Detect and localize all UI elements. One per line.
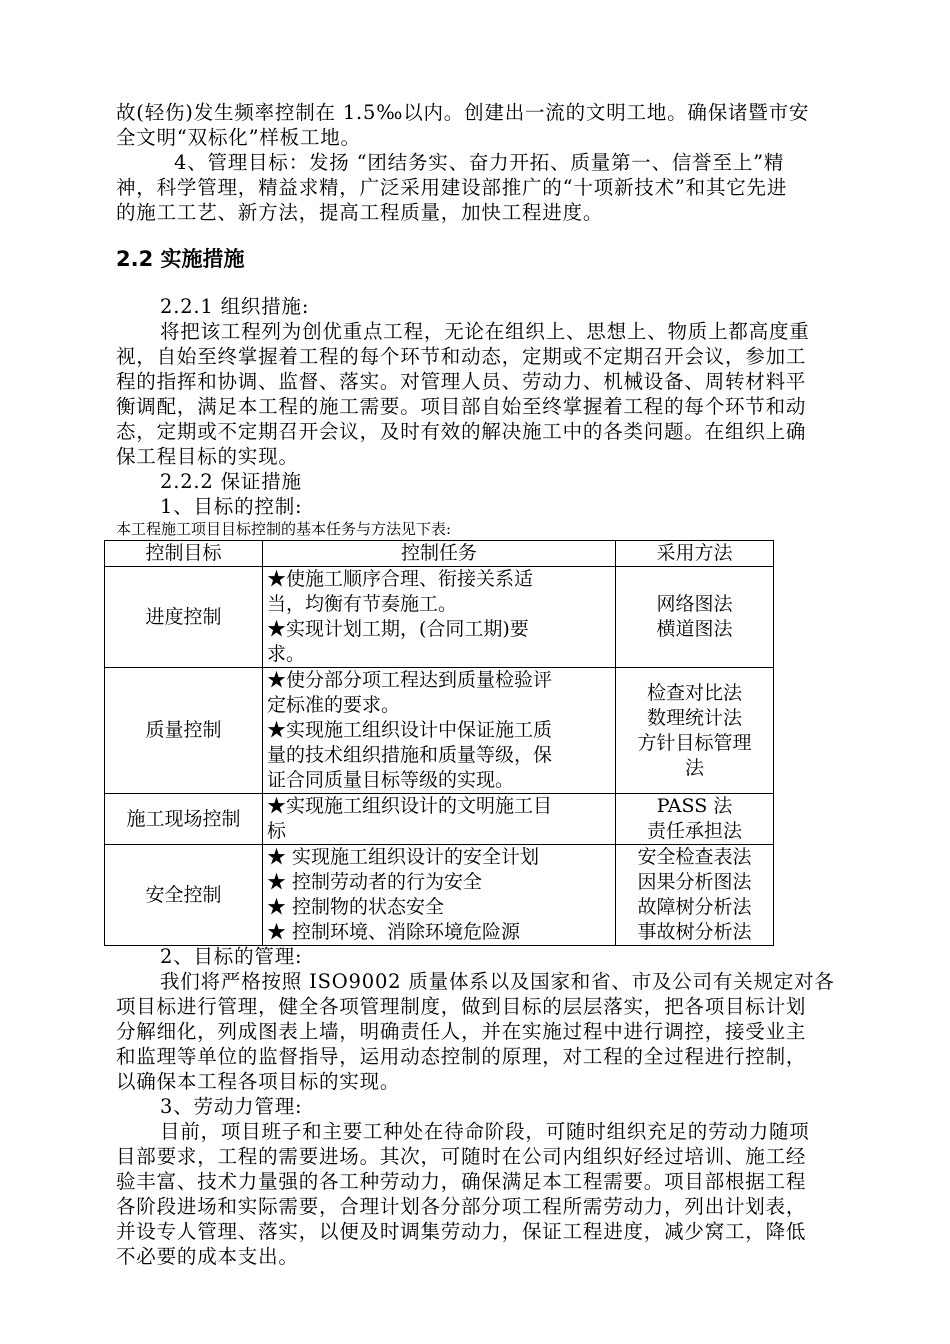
method-line: 网络图法 (656, 593, 733, 615)
table-header-cell: 控制任务 (262, 541, 615, 567)
methods-cell (616, 794, 774, 845)
method-line: 检查对比法 (647, 681, 743, 704)
task-line: 标 (266, 820, 286, 842)
tasks-cell (262, 567, 615, 668)
paragraph-line: 程的指挥和协调、监督、落实。对管理人员、劳动力、机械设备、周转材料平 (116, 370, 807, 393)
tasks-cell (262, 845, 615, 946)
method-line: 横道图法 (656, 618, 733, 640)
method-line: 责任承担法 (647, 820, 743, 842)
section-heading: 2.2 实施措施 (116, 247, 245, 271)
paragraph-line: 各阶段进场和实际需要，合理计划各分部分项工程所需劳动力，列出计划表， (116, 1195, 807, 1218)
paragraph-line: 将把该工程列为创优重点工程，无论在组织上、思想上、物质上都高度重 (160, 320, 810, 343)
task-line: 定标准的要求。 (266, 694, 400, 716)
method-line: 安全检查表法 (637, 846, 752, 868)
method-line: 方针目标管理 (637, 731, 752, 754)
paragraph-line: 神，科学管理，精益求精，广泛采用建设部推广的“十项新技术”和其它先进 (116, 176, 788, 199)
method-line: 数理统计法 (647, 706, 743, 729)
task-line: 证合同质量目标等级的实现。 (266, 769, 514, 791)
table-row (105, 668, 774, 794)
paragraph-line: 视，自始至终掌握着工程的每个环节和动态，定期或不定期召开会议，参加工 (116, 345, 807, 368)
table-row (105, 845, 774, 946)
table-header-cell: 采用方法 (616, 541, 774, 567)
target-cell: 施工现场控制 (105, 794, 263, 845)
method-line: 事故树分析法 (637, 921, 752, 943)
target-cell: 安全控制 (105, 845, 263, 946)
task-line: ★ 控制劳动者的行为安全 (266, 871, 482, 893)
table-caption: 本工程施工项目目标控制的基本任务与方法见下表: (116, 520, 452, 538)
paragraph-line: 验丰富、技术力量强的各工种劳动力，确保满足本工程需要。项目部根据工程 (116, 1170, 807, 1193)
paragraph-line: 并设专人管理、落实，以便及时调集劳动力，保证工程进度，减少窝工，降低 (116, 1220, 807, 1243)
task-line: 量的技术组织措施和质量等级，保 (266, 744, 552, 766)
paragraph-line: 4、管理目标：发扬 “团结务实、奋力开拓、质量第一、信誉至上”精 (174, 151, 785, 174)
methods-cell (616, 668, 774, 794)
task-line: ★实现施工组织设计的文明施工目 (266, 795, 552, 817)
item-title: 1、目标的控制: (160, 495, 303, 518)
method-line: PASS 法 (656, 795, 733, 817)
method-line: 法 (685, 756, 705, 779)
paragraph-line: 故(轻伤)发生频率控制在 1.5‰以内。创建出一流的文明工地。确保诸暨市安 (116, 101, 810, 124)
item-title: 2、目标的管理: (160, 945, 303, 968)
item-title: 3、劳动力管理: (160, 1095, 303, 1118)
paragraph-line: 以确保本工程各项目标的实现。 (116, 1070, 401, 1093)
task-line: ★使施工顺序合理、衔接关系适 (266, 568, 533, 590)
method-line: 因果分析图法 (637, 871, 752, 893)
subsection-title: 2.2.2 保证措施 (160, 470, 302, 493)
methods-cell (616, 567, 774, 668)
paragraph-line: 全文明“双标化”样板工地。 (116, 126, 361, 149)
table-header-row (105, 541, 774, 567)
paragraph-line: 的施工工艺、新方法，提高工程质量，加快工程进度。 (116, 201, 604, 224)
target-cell: 质量控制 (105, 668, 263, 794)
paragraph-line: 目部要求，工程的需要进场。其次，可随时在公司内组织好经过培训、施工经 (116, 1145, 807, 1168)
table-row (105, 794, 774, 845)
task-line: ★ 实现施工组织设计的安全计划 (266, 846, 539, 868)
task-line: ★使分部分项工程达到质量检验评 (266, 669, 552, 691)
methods-cell (616, 845, 774, 946)
paragraph-line: 和监理等单位的监督指导，运用动态控制的原理，对工程的全过程进行控制， (116, 1045, 807, 1068)
paragraph-line: 我们将严格按照 ISO9002 质量体系以及国家和省、市及公司有关规定对各 (160, 970, 835, 993)
subsection-title: 2.2.1 组织措施: (160, 295, 310, 318)
control-table (104, 540, 774, 946)
paragraph-line: 衡调配，满足本工程的施工需要。项目部自始至终掌握着工程的每个环节和动 (116, 395, 807, 418)
task-line: 求。 (266, 643, 305, 665)
paragraph-line: 态，定期或不定期召开会议，及时有效的解决施工中的各类问题。在组织上确 (116, 420, 807, 443)
task-line: ★实现计划工期，(合同工期)要 (266, 618, 529, 640)
target-cell: 进度控制 (105, 567, 263, 668)
table-header-cell: 控制目标 (105, 541, 263, 567)
task-line: ★ 控制物的状态安全 (266, 896, 444, 918)
paragraph-line: 目前，项目班子和主要工种处在待命阶段，可随时组织充足的劳动力随项 (160, 1120, 810, 1143)
task-line: 当，均衡有节奏施工。 (266, 593, 457, 615)
paragraph-line: 不必要的成本支出。 (116, 1245, 299, 1268)
paragraph-line: 保工程目标的实现。 (116, 445, 299, 468)
paragraph-line: 项目标进行管理，健全各项管理制度，做到目标的层层落实，把各项目标计划 (116, 995, 807, 1018)
table-row (105, 567, 774, 668)
method-line: 故障树分析法 (637, 896, 752, 918)
tasks-cell (262, 794, 615, 845)
task-line: ★ 控制环境、消除环境危险源 (266, 921, 520, 943)
paragraph-line: 分解细化，列成图表上墙，明确责任人，并在实施过程中进行调控，接受业主 (116, 1020, 807, 1043)
task-line: ★实现施工组织设计中保证施工质 (266, 719, 552, 741)
tasks-cell (262, 668, 615, 794)
